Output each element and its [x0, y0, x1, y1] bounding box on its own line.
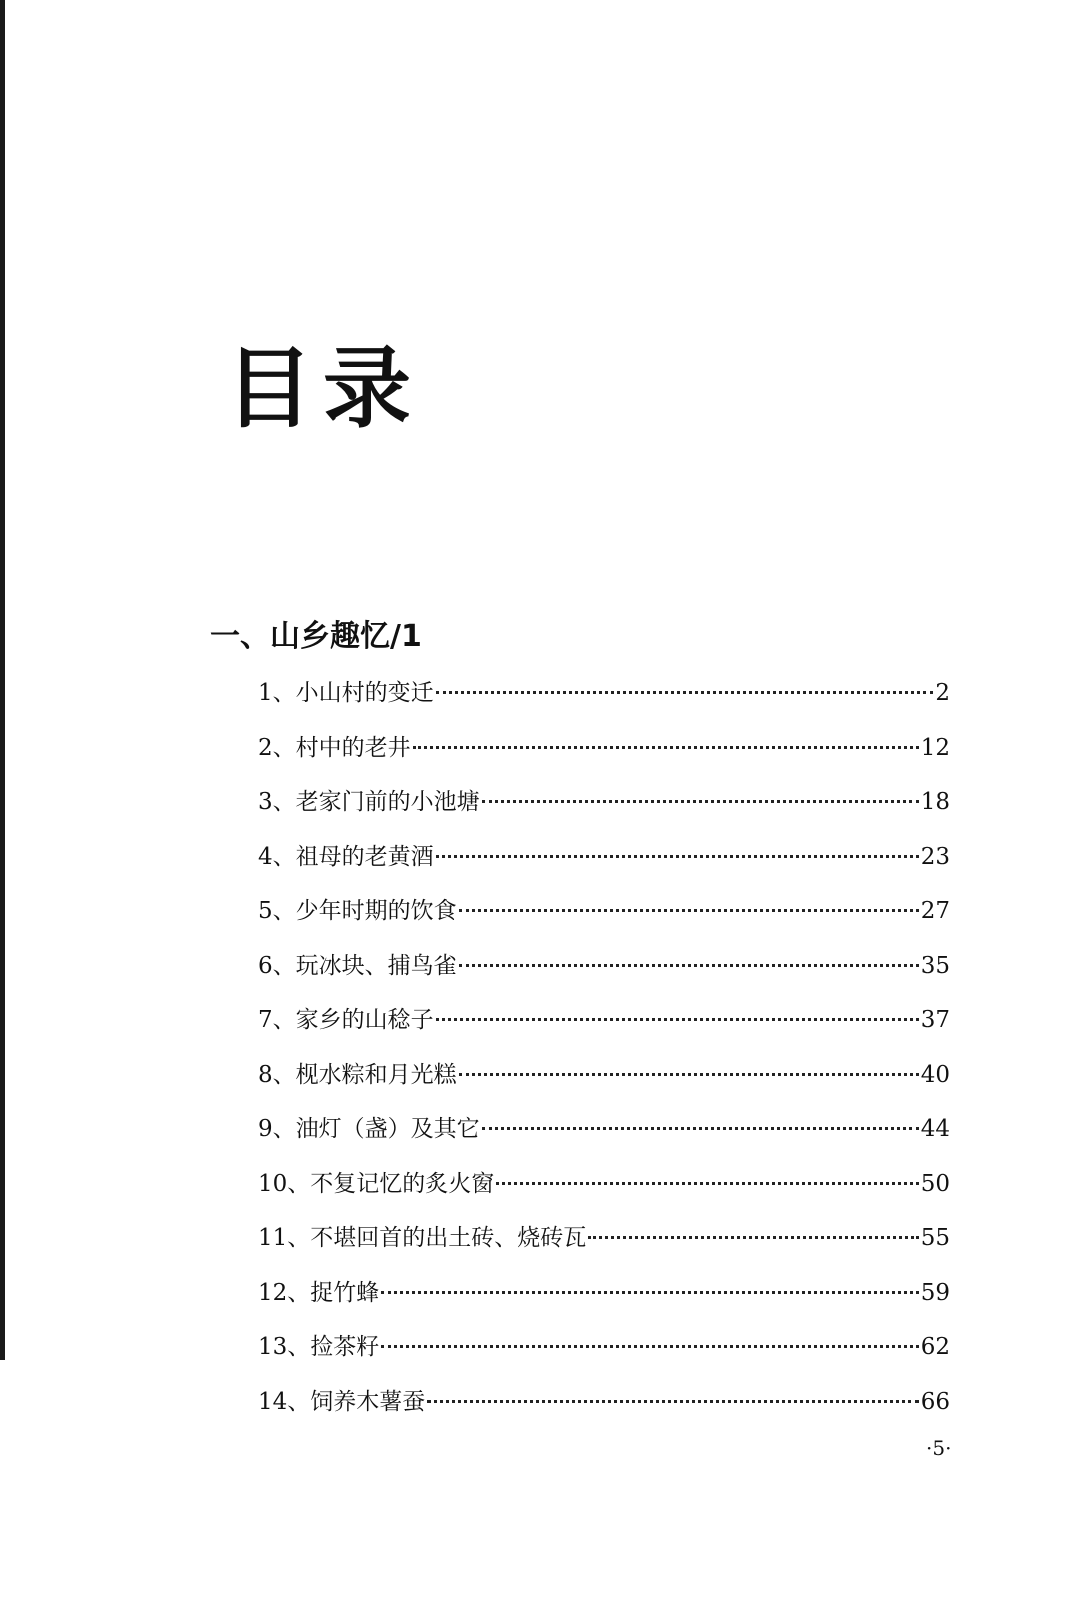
toc-entry[interactable] [258, 1266, 950, 1321]
toc-list [258, 666, 950, 1429]
toc-entry-label: 11、不堪回首的出土砖、烧砖瓦 [258, 1225, 587, 1251]
toc-page-number: 59 [920, 1279, 950, 1306]
toc-entry-label: 6、玩冰块、捕鸟雀 [258, 952, 457, 979]
toc-page-number: 18 [920, 789, 950, 815]
toc-page-number: 2 [935, 680, 950, 706]
dot-leader [381, 1289, 918, 1294]
toc-entry[interactable] [258, 939, 950, 994]
toc-entry-label: 9、油灯（盏）及其它 [258, 1116, 480, 1142]
toc-entry-label: 7、家乡的山稔子 [258, 1007, 434, 1033]
toc-entry-label: 12、捉竹蜂 [258, 1279, 380, 1306]
toc-entry-label: 8、枧水粽和月光糕 [258, 1061, 457, 1088]
toc-page-number: 40 [920, 1061, 950, 1088]
toc-entry-label: 5、少年时期的饮食 [258, 898, 457, 924]
toc-entry[interactable] [258, 775, 950, 830]
dot-leader [496, 1180, 918, 1185]
dot-leader [427, 1398, 918, 1403]
toc-page-number: 12 [920, 734, 950, 761]
toc-entry[interactable] [258, 1375, 950, 1430]
toc-entry[interactable] [258, 1320, 950, 1375]
toc-entry-label: 1、小山村的变迁 [258, 680, 434, 706]
toc-entry[interactable] [258, 721, 950, 776]
dot-leader [459, 907, 919, 912]
toc-entry[interactable] [258, 993, 950, 1048]
toc-page-number: 27 [920, 898, 950, 924]
toc-page-number: 23 [920, 843, 950, 870]
toc-page-number: 66 [920, 1388, 950, 1415]
toc-entry[interactable] [258, 830, 950, 885]
toc-page-number: 62 [920, 1334, 950, 1360]
dot-leader [413, 744, 919, 749]
toc-entry[interactable] [258, 666, 950, 721]
page-folio: ·5· [926, 1436, 952, 1460]
toc-entry-label: 3、老家门前的小池塘 [258, 789, 480, 815]
toc-page-number: 50 [920, 1170, 950, 1197]
toc-entry-label: 4、祖母的老黄酒 [258, 843, 434, 870]
toc-page-number: 55 [920, 1225, 950, 1251]
toc-page-number: 44 [920, 1116, 950, 1142]
toc-entry[interactable] [258, 1211, 950, 1266]
toc-entry[interactable] [258, 1102, 950, 1157]
dot-leader [381, 1343, 918, 1348]
dot-leader [482, 1125, 919, 1130]
toc-entry-label: 2、村中的老井 [258, 734, 411, 761]
dot-leader [436, 1016, 919, 1021]
page-title: 目录 [225, 337, 422, 440]
dot-leader [482, 798, 919, 803]
toc-entry[interactable] [258, 1157, 950, 1212]
toc-page-number: 35 [920, 952, 950, 979]
dot-leader [588, 1234, 918, 1239]
dot-leader [459, 962, 919, 967]
toc-entry[interactable] [258, 884, 950, 939]
toc-entry-label: 10、不复记忆的炙火窗 [258, 1170, 495, 1197]
dot-leader [436, 689, 934, 694]
toc-entry-label: 13、捡茶籽 [258, 1334, 380, 1360]
dot-leader [436, 853, 919, 858]
section-heading: 一、山乡趣忆/1 [210, 619, 422, 654]
toc-page-number: 37 [920, 1007, 950, 1033]
toc-entry[interactable] [258, 1048, 950, 1103]
page-binding-edge [0, 0, 5, 1360]
toc-entry-label: 14、饲养木薯蚕 [258, 1388, 426, 1415]
dot-leader [459, 1071, 919, 1076]
